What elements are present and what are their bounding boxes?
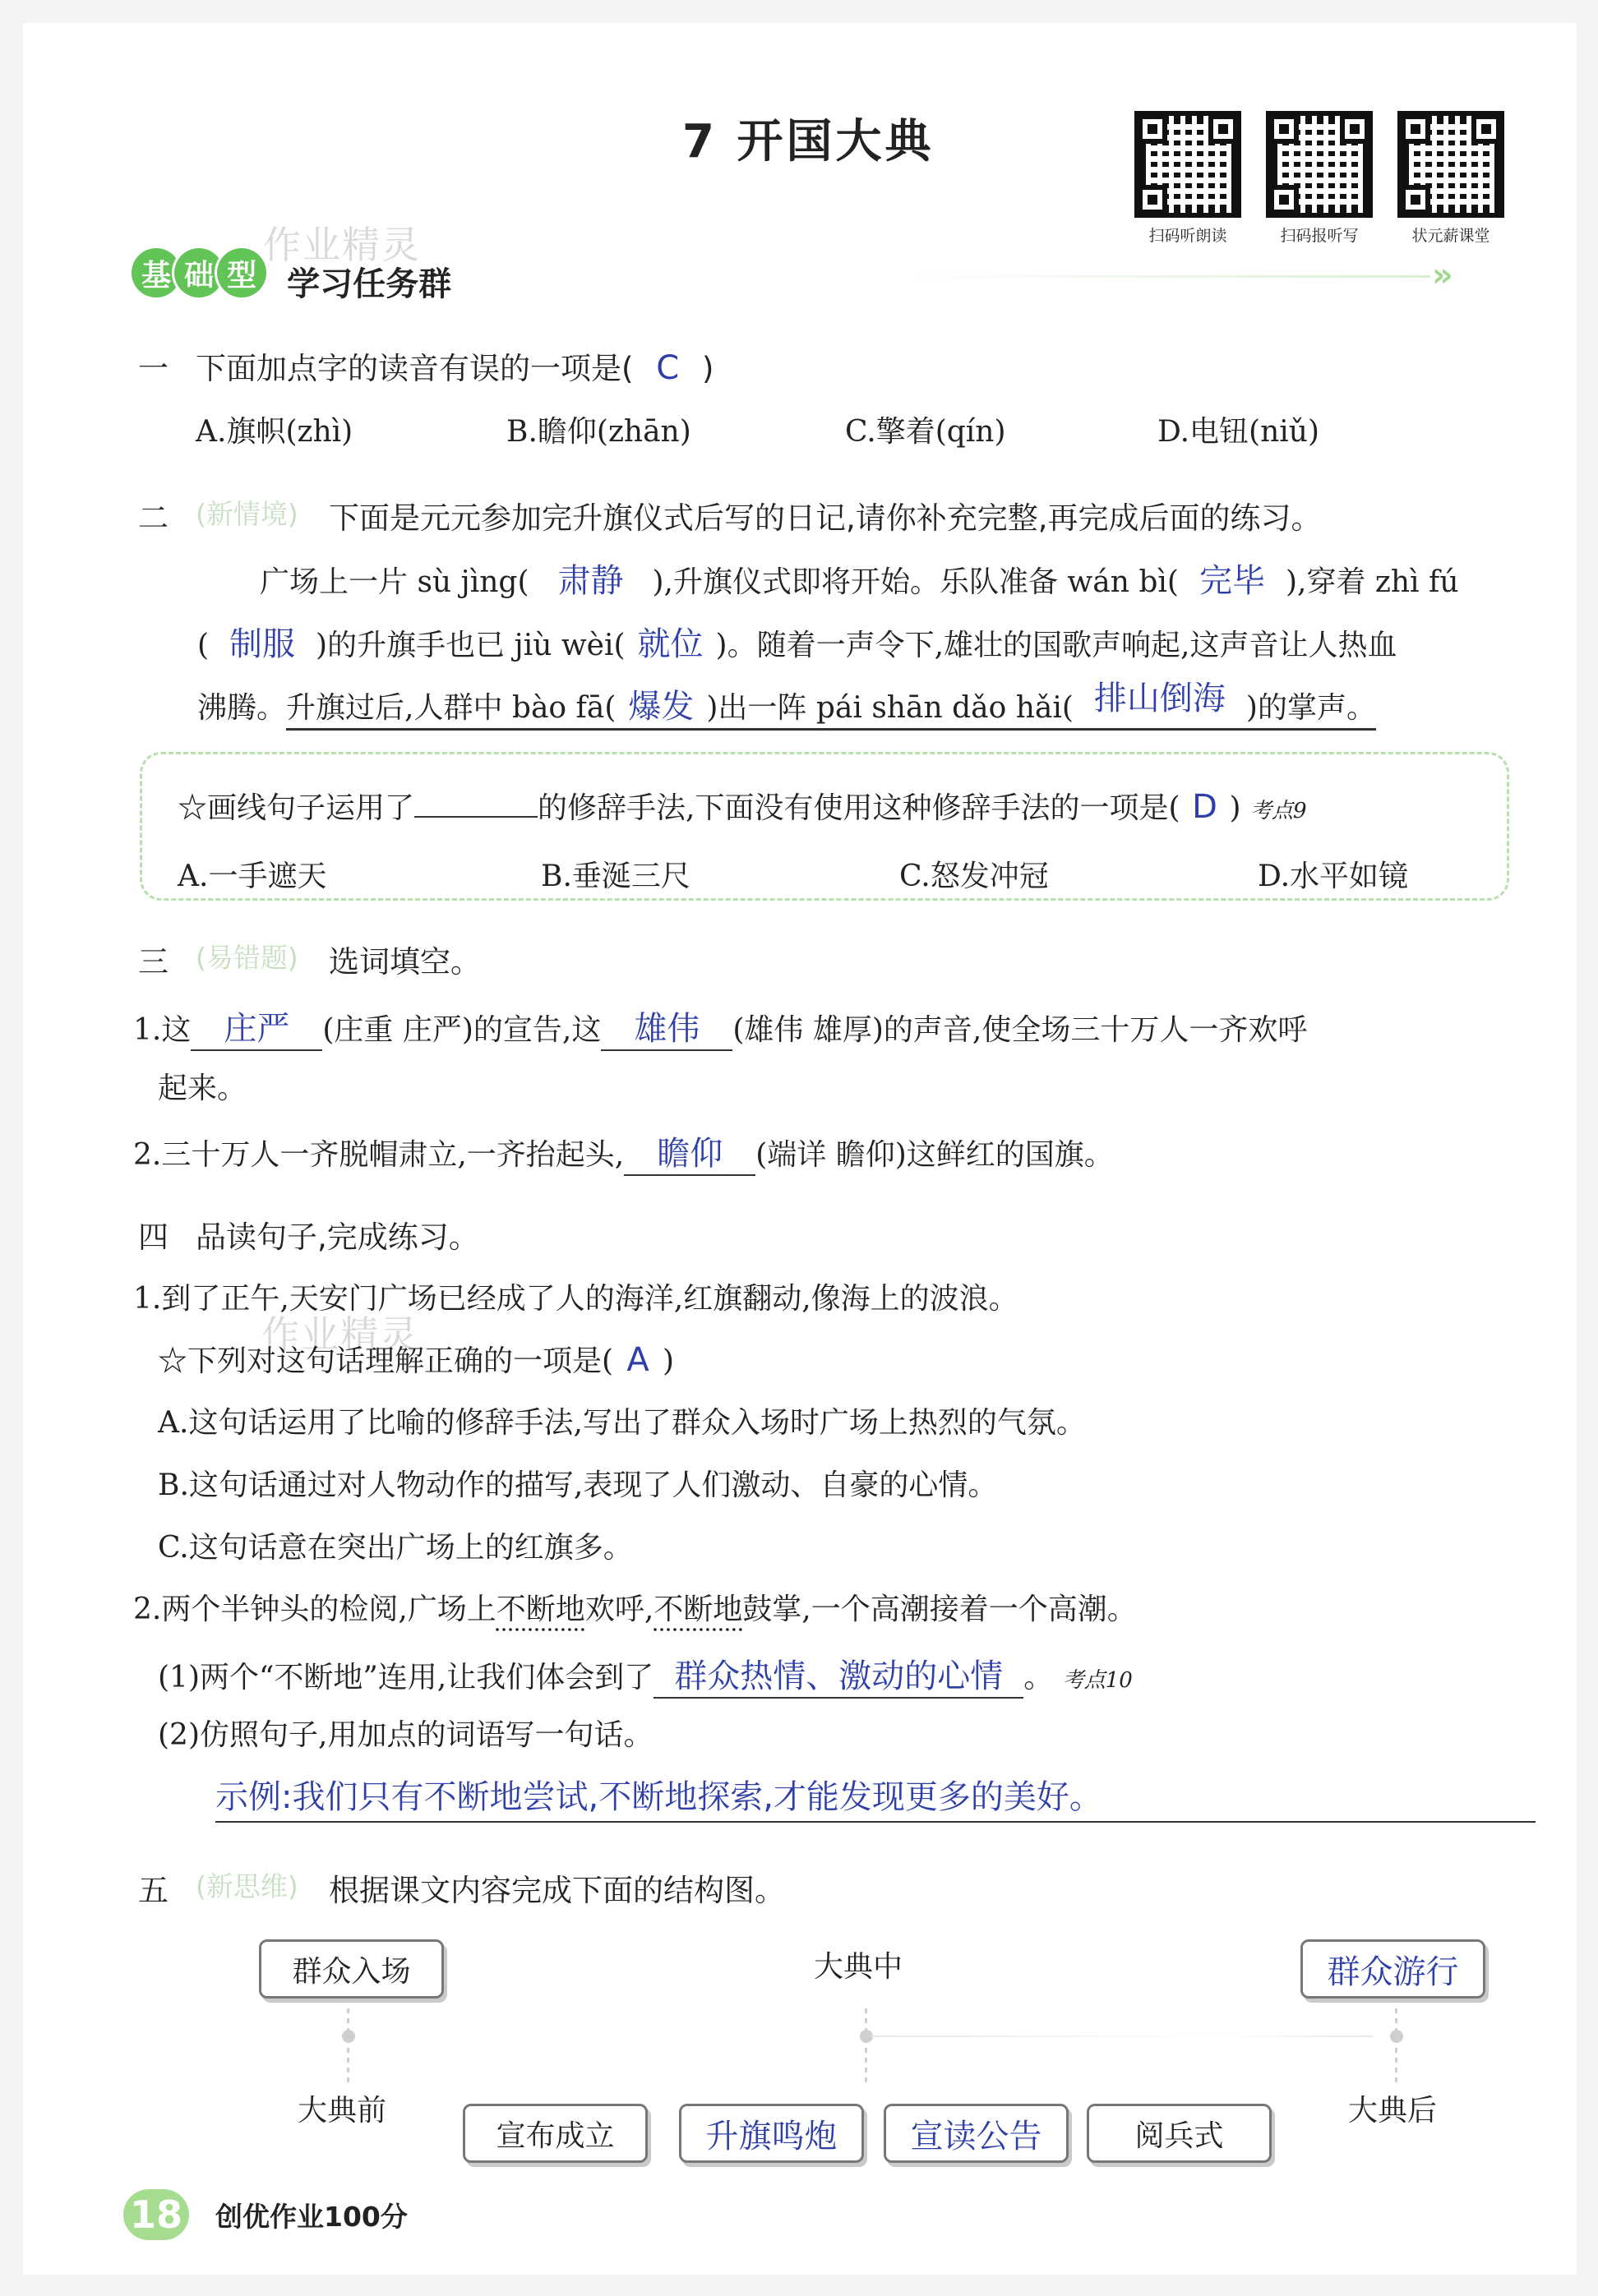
book-title: 创优作业100分 (215, 2201, 408, 2233)
diagram-row-box-3-answer[interactable]: 宣读公告 (884, 2104, 1069, 2163)
q2-l2c: )。随着一声令下,雄壮的国歌声响起,这声音让人热血 (715, 629, 1397, 662)
q4-sentence-1: 1.到了正午,天安门广场已经成了人的海洋,红旗翻动,像海上的波浪。 (133, 1282, 1018, 1316)
q3-i2a: 2.三十万人一齐脱帽肃立,一齐抬起头, (133, 1138, 625, 1172)
banner-pill: 础 (174, 248, 224, 297)
q2-sub-close: ) (1229, 791, 1241, 825)
q1-prompt (196, 343, 714, 388)
banner-rule (904, 275, 1430, 278)
q4-s2-dotted-2: 不断地 (654, 1593, 743, 1626)
q2-tag: (新情境) (196, 498, 298, 530)
q3-answer-1[interactable]: 庄严 (191, 1003, 322, 1051)
q3-i1b: (庄重 庄严)的宣告,这 (322, 1013, 602, 1047)
q4-part-1 (158, 1650, 1133, 1699)
q2-number: 二 (138, 500, 169, 536)
q2-l3c: )出一阵 pái shān dǎo hǎi( (706, 691, 1074, 725)
qr-label-listen: 扫码听朗读 (1148, 227, 1227, 245)
q4-p1-end: 。 (1023, 1661, 1054, 1694)
diagram-box-left: 群众入场 (259, 1939, 444, 1999)
qr-code-dictation[interactable] (1266, 111, 1373, 218)
page-title: 7 开国大典 (682, 115, 935, 168)
q1-text: 下面加点字的读音有误的一项是( (196, 351, 634, 386)
q2-answer-1[interactable]: 肃静 (557, 562, 624, 600)
q4-sentence-2 (133, 1586, 1137, 1628)
q3-i2b: (端详 瞻仰)这鲜红的国旗。 (755, 1138, 1114, 1172)
kaodian-note: 考点9 (1250, 799, 1307, 823)
qr-code-listen[interactable] (1134, 111, 1241, 218)
q2-sub-option-d: D.水平如镜 (1258, 860, 1409, 893)
q2-subquestion (178, 785, 1307, 827)
q4-text: 品读句子,完成练习。 (196, 1219, 479, 1255)
q4-p1-text: (1)两个“不断地”连用,让我们体会到了 (158, 1661, 654, 1694)
diagram-connector-dot (342, 2030, 355, 2043)
q1-answer[interactable]: C (656, 349, 680, 387)
watermark: 作业精灵 (263, 223, 421, 267)
diagram-connector-middle (865, 2008, 867, 2082)
q4-s1-close: ) (663, 1344, 675, 1378)
q4-s1-answer[interactable]: A (626, 1341, 649, 1379)
q3-answer-3[interactable]: 瞻仰 (624, 1127, 755, 1176)
qr-label-dictation: 扫码报听写 (1280, 227, 1359, 245)
watermark: 作业精灵 (261, 1312, 419, 1357)
diagram-box-right-answer[interactable]: 群众游行 (1300, 1939, 1485, 1999)
q2-l3a: 沸腾。 (197, 691, 287, 725)
q4-s1q-text: ☆下列对这句话理解正确的一项是( (158, 1344, 614, 1378)
page-number: 18 (123, 2189, 189, 2240)
banner-text: 学习任务群 (287, 265, 452, 303)
q2-sub-option-b: B.垂涎三尺 (541, 860, 690, 893)
q4-s1-question (158, 1338, 674, 1380)
q2-l2b: )的升旗手也已 jiù wèi( (316, 629, 626, 662)
q2-sub-text: ☆画线句子运用了 (178, 791, 415, 825)
diagram-connector-left (347, 2008, 349, 2082)
q3-item-1-cont: 起来。 (158, 1072, 247, 1105)
q5-number: 五 (138, 1873, 169, 1908)
q4-s2b: 欢呼, (584, 1593, 654, 1626)
q3-answer-2[interactable]: 雄伟 (601, 1003, 732, 1051)
q2-sub-option-a: A.一手遮天 (178, 860, 327, 893)
q2-sub-text2: 的修辞手法,下面没有使用这种修辞手法的一项是( (538, 791, 1180, 825)
q1-number: 一 (138, 351, 169, 386)
banner-pill: 型 (217, 248, 266, 297)
q2-l3d: )的掌声。 (1245, 691, 1376, 725)
q3-item-2 (133, 1127, 1114, 1176)
q4-s2-dotted-1: 不断地 (496, 1593, 585, 1626)
kaodian-note: 考点10 (1062, 1668, 1133, 1693)
banner-pill: 基 (132, 248, 181, 297)
diagram-label-before: 大典前 (298, 2094, 387, 2128)
qr-label-class: 状元薪课堂 (1411, 227, 1490, 245)
q1-option-b: B.瞻仰(zhān) (506, 415, 691, 449)
q2-answer-5[interactable]: 爆发 (628, 688, 695, 726)
q2-l1c: ),穿着 zhì fú (1285, 565, 1459, 599)
q2-l1a: 广场上一片 sù jìng( (260, 565, 529, 599)
q2-l3b: 升旗过后,人群中 bào fā( (286, 691, 617, 725)
q4-p1-answer[interactable]: 群众热情、激动的心情 (654, 1650, 1023, 1699)
q4-option-b: B.这句话通过对人物动作的描写,表现了人们激动、自豪的心情。 (158, 1468, 998, 1502)
qr-code-class[interactable] (1397, 111, 1504, 218)
q4-part-2: (2)仿照句子,用加点的词语写一句话。 (158, 1718, 654, 1752)
q2-sub-blank[interactable] (414, 786, 538, 818)
q2-answer-3[interactable]: 制服 (229, 625, 296, 663)
q2-sub-option-c: C.怒发冲冠 (899, 860, 1049, 893)
q2-answer-6[interactable]: 排山倒海 (1093, 680, 1226, 717)
q5-text: 根据课文内容完成下面的结构图。 (329, 1873, 785, 1908)
diagram-row-box-1: 宣布成立 (463, 2104, 648, 2163)
q2-sub-answer[interactable]: D (1192, 788, 1217, 826)
q4-s2c: 鼓掌,一个高潮接着一个高潮。 (742, 1593, 1137, 1626)
q2-line-3 (197, 680, 1376, 727)
q2-l1b: ),升旗仪式即将开始。乐队准备 wán bì( (652, 565, 1179, 599)
q4-number: 四 (138, 1219, 169, 1255)
q4-p2-answer[interactable]: 示例:我们只有不断地尝试,不断地探索,才能发现更多的美好。 (215, 1771, 1536, 1823)
diagram-label-after: 大典后 (1348, 2094, 1438, 2128)
diagram-connector-dot (1390, 2030, 1403, 2043)
q3-number: 三 (138, 944, 169, 980)
q3-item-1 (133, 1003, 1307, 1051)
q1-option-a: A.旗帜(zhì) (196, 415, 353, 449)
q1-close: ) (701, 351, 714, 386)
chevron-right-icon: » (1432, 256, 1453, 294)
q3-text: 选词填空。 (329, 944, 481, 980)
diagram-row-box-4: 阅兵式 (1087, 2104, 1272, 2163)
q2-text: 下面是元元参加完升旗仪式后写的日记,请你补充完整,再完成后面的练习。 (329, 500, 1322, 536)
q5-tag: (新思维) (196, 1870, 298, 1902)
q1-option-c: C.擎着(qín) (845, 415, 1006, 449)
diagram-label-middle: 大典中 (814, 1950, 903, 1984)
q2-line-2 (197, 618, 1397, 665)
diagram-row-box-2-answer[interactable]: 升旗鸣炮 (679, 2104, 864, 2163)
q2-answer-2[interactable]: 完毕 (1198, 562, 1265, 600)
q2-answer-4[interactable]: 就位 (637, 625, 704, 663)
q2-underlined-sentence (286, 680, 1376, 731)
q1-option-d: D.电钮(niǔ) (1157, 415, 1319, 449)
q3-i1a: 1.这 (133, 1013, 192, 1047)
q4-option-a: A.这句话运用了比喻的修辞手法,写出了群众入场时广场上热烈的气氛。 (158, 1406, 1086, 1440)
diagram-connector-line (871, 2036, 1373, 2037)
q3-tag: (易错题) (196, 942, 298, 974)
q4-option-c: C.这句话意在突出广场上的红旗多。 (158, 1531, 633, 1565)
q2-line-1 (260, 555, 1459, 602)
diagram-connector-right (1395, 2008, 1397, 2082)
q4-s2a: 2.两个半钟头的检阅,广场上 (133, 1593, 496, 1626)
q2-l2a: ( (197, 629, 210, 662)
q3-i1c: (雄伟 雄厚)的声音,使全场三十万人一齐欢呼 (732, 1013, 1308, 1047)
